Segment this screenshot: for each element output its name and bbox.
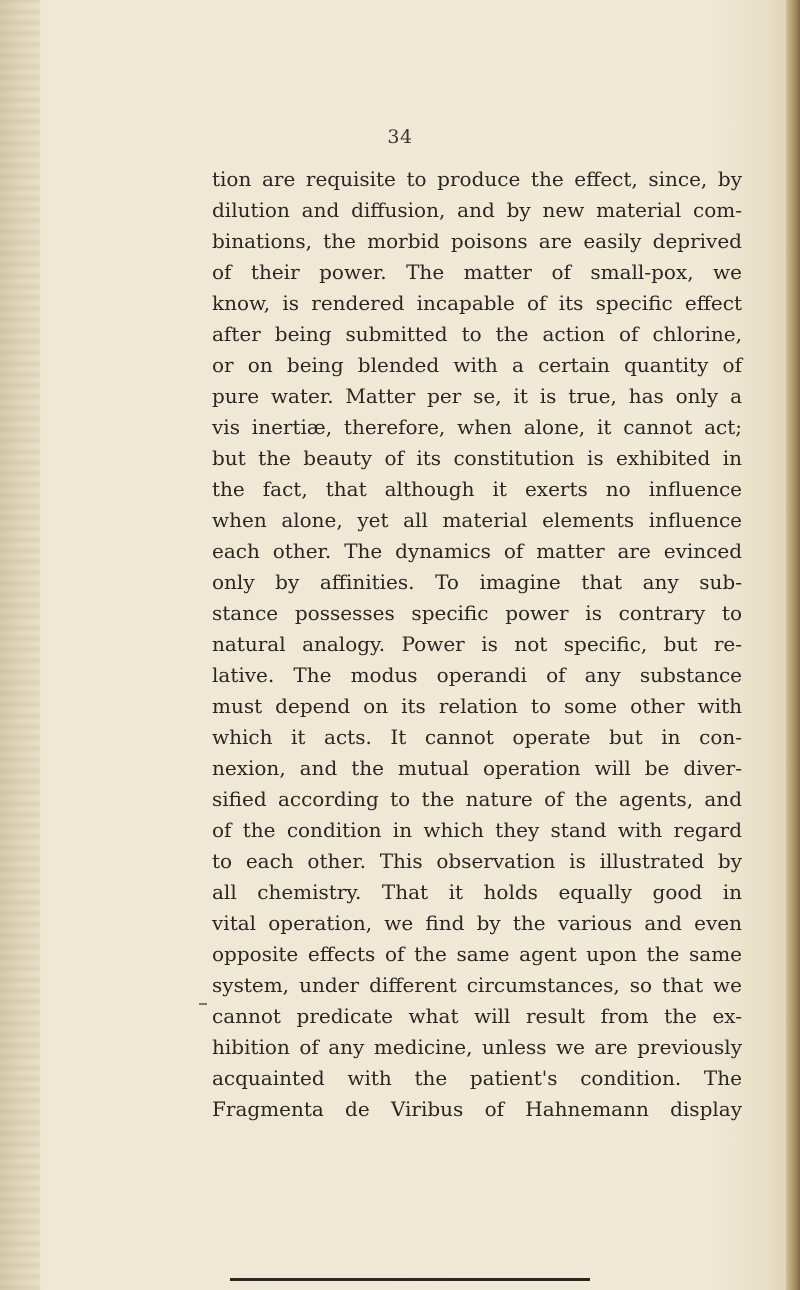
text-line: opposite effects of the same agent upon the same <box>212 942 742 966</box>
bottom-rule <box>230 1278 590 1281</box>
text-line: know, is rendered incapable of its specific effect <box>212 291 742 315</box>
text-line: sified according to the nature of the agents, and <box>212 787 742 811</box>
page-number: 34 <box>387 126 413 148</box>
text-line: of their power. The matter of small-pox, we <box>212 260 742 284</box>
margin-mark <box>199 1003 207 1005</box>
text-line: nexion, and the mutual operation will be diver- <box>212 756 742 780</box>
text-line: the fact, that although it exerts no influence <box>212 477 742 501</box>
text-line: vis inertiæ, therefore, when alone, it cannot act; <box>212 415 742 439</box>
text-line: or on being blended with a certain quantity of <box>212 353 742 377</box>
text-line: only by affinities. To imagine that any sub- <box>212 570 742 594</box>
text-line: tion are requisite to produce the effect, since, by <box>212 167 742 191</box>
text-line: cannot predicate what will result from the ex- <box>212 1004 742 1028</box>
text-line: dilution and diffusion, and by new material com- <box>212 198 742 222</box>
text-line: stance possesses specific power is contrary to <box>212 601 742 625</box>
text-line: hibition of any medicine, unless we are previously <box>212 1035 742 1059</box>
text-line: which it acts. It cannot operate but in con- <box>212 725 742 749</box>
text-line: pure water. Matter per se, it is true, has only a <box>212 384 742 408</box>
text-line: binations, the morbid poisons are easily deprived <box>212 229 742 253</box>
text-line: system, under different circumstances, so that we <box>212 973 742 997</box>
text-line: to each other. This observation is illustrated by <box>212 849 742 873</box>
page-edge-right <box>786 0 800 1290</box>
text-line: of the condition in which they stand with regard <box>212 818 742 842</box>
text-line: Fragmenta de Viribus of Hahnemann display <box>212 1097 742 1121</box>
body-text <box>212 164 742 1125</box>
text-line: when alone, yet all material elements influence <box>212 508 742 532</box>
text-line: after being submitted to the action of chlorine, <box>212 322 742 346</box>
text-line: vital operation, we find by the various and even <box>212 911 742 935</box>
text-line: must depend on its relation to some other with <box>212 694 742 718</box>
text-line: each other. The dynamics of matter are evinced <box>212 539 742 563</box>
text-line: acquainted with the patient's condition. The <box>212 1066 742 1090</box>
text-line: all chemistry. That it holds equally good in <box>212 880 742 904</box>
text-line: lative. The modus operandi of any substance <box>212 663 742 687</box>
page-binding-left <box>0 0 40 1290</box>
text-line: but the beauty of its constitution is exhibited in <box>212 446 742 470</box>
text-line: natural analogy. Power is not specific, but re- <box>212 632 742 656</box>
